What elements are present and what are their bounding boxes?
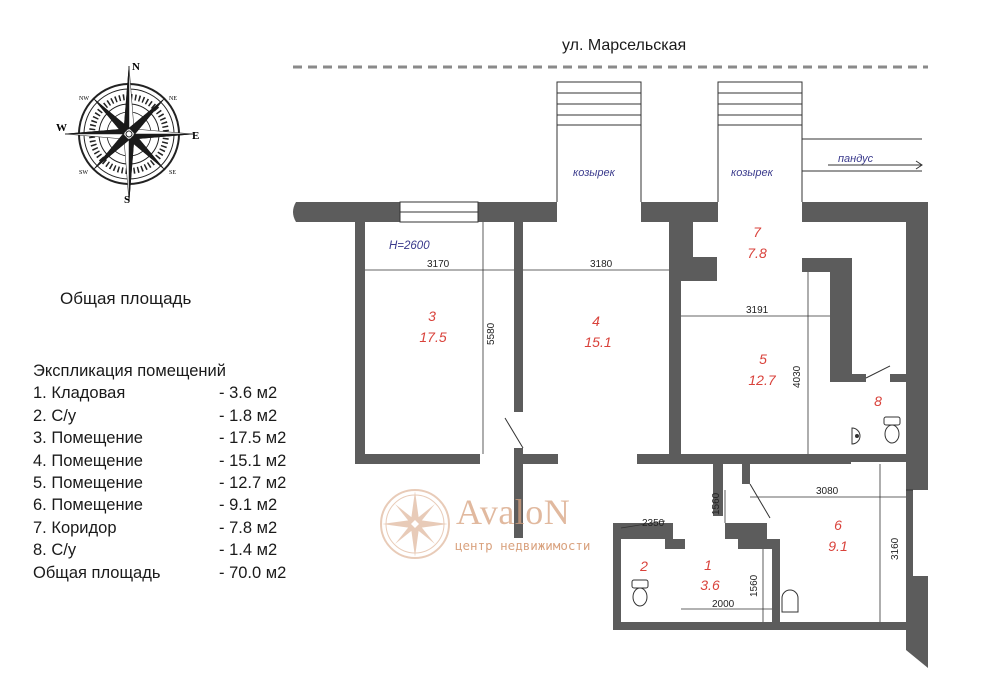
- legend-row-value: - 9.1 м2: [219, 496, 278, 515]
- watermark-brand: AvaloN: [456, 492, 571, 532]
- room-6-number: 6: [834, 517, 842, 533]
- dimension-labels: [427, 259, 901, 610]
- room-4-area: 15.1: [584, 334, 612, 350]
- total-area-title: Общая площадь: [60, 289, 192, 308]
- ramp-label: пандус: [838, 153, 874, 165]
- dim-1560-bottom: 1560: [749, 574, 760, 597]
- dim-3191: 3191: [746, 305, 769, 316]
- legend-row-value: - 7.8 м2: [219, 518, 278, 537]
- dim-3170: 3170: [427, 259, 450, 270]
- street-name: ул. Марсельская: [562, 37, 687, 54]
- legend-row-name: 7. Коридор: [33, 518, 117, 537]
- compass-rose-icon: [56, 61, 199, 206]
- dim-3160: 3160: [890, 537, 901, 560]
- legend-row-name: 4. Помещение: [33, 451, 143, 470]
- dim-4030: 4030: [792, 365, 803, 388]
- compass-nw-label: NW: [79, 96, 89, 102]
- dim-1560-top: 1560: [711, 492, 722, 515]
- compass-w-label: W: [56, 122, 67, 134]
- dim-5580: 5580: [486, 322, 497, 345]
- watermark-subtitle: центр недвижимости: [455, 538, 591, 553]
- canopy-right-label: козырек: [731, 167, 773, 179]
- walls: [293, 202, 928, 668]
- legend-row-value: - 12.7 м2: [219, 473, 287, 492]
- legend-row-value: - 70.0 м2: [219, 563, 287, 582]
- dim-3080: 3080: [816, 486, 839, 497]
- dimension-lines: [365, 222, 906, 622]
- legend-row-name: 5. Помещение: [33, 473, 143, 492]
- compass-ne-label: NE: [169, 96, 177, 102]
- room-6-area: 9.1: [828, 538, 848, 554]
- legend-row-name: 1. Кладовая: [33, 384, 126, 403]
- legend-row-value: - 17.5 м2: [219, 429, 287, 448]
- legend-row-name: 8. С/у: [33, 541, 77, 560]
- compass-e-label: E: [192, 130, 200, 142]
- compass-s-label: S: [124, 194, 131, 206]
- dim-2350: 2350: [642, 518, 665, 529]
- room-7-number: 7: [753, 224, 761, 240]
- avalon-logo-icon: [377, 486, 453, 562]
- dim-3180: 3180: [590, 259, 613, 270]
- room-1-number: 1: [704, 557, 712, 573]
- legend-row-value: - 15.1 м2: [219, 451, 287, 470]
- legend-row-name: 3. Помещение: [33, 429, 143, 448]
- room-4-number: 4: [592, 313, 600, 329]
- legend-row-name: 2. С/у: [33, 406, 77, 425]
- room-5-number: 5: [759, 351, 767, 367]
- legend-row-value: - 1.8 м2: [219, 406, 278, 425]
- room-3-area: 17.5: [419, 329, 447, 345]
- room-8-number: 8: [874, 393, 882, 409]
- legend-row-value: - 3.6 м2: [219, 384, 278, 403]
- dim-2000: 2000: [712, 599, 735, 610]
- compass-se-label: SE: [169, 170, 177, 176]
- room-3-number: 3: [428, 308, 436, 324]
- room-7-area: 7.8: [747, 245, 767, 261]
- room-5-area: 12.7: [748, 372, 776, 388]
- ceiling-height-label: H=2600: [389, 240, 430, 252]
- compass-sw-label: SW: [79, 170, 88, 176]
- legend-row-name: Общая площадь: [33, 563, 161, 582]
- legend-row-value: - 1.4 м2: [219, 541, 278, 560]
- canopy-left-label: козырек: [573, 167, 615, 179]
- compass-n-label: N: [132, 61, 140, 73]
- room-2-number: 2: [640, 558, 648, 574]
- legend-row-name: 6. Помещение: [33, 496, 143, 515]
- room-1-area: 3.6: [700, 577, 720, 593]
- stairs-right: [718, 82, 802, 202]
- stairs-left: [557, 82, 641, 202]
